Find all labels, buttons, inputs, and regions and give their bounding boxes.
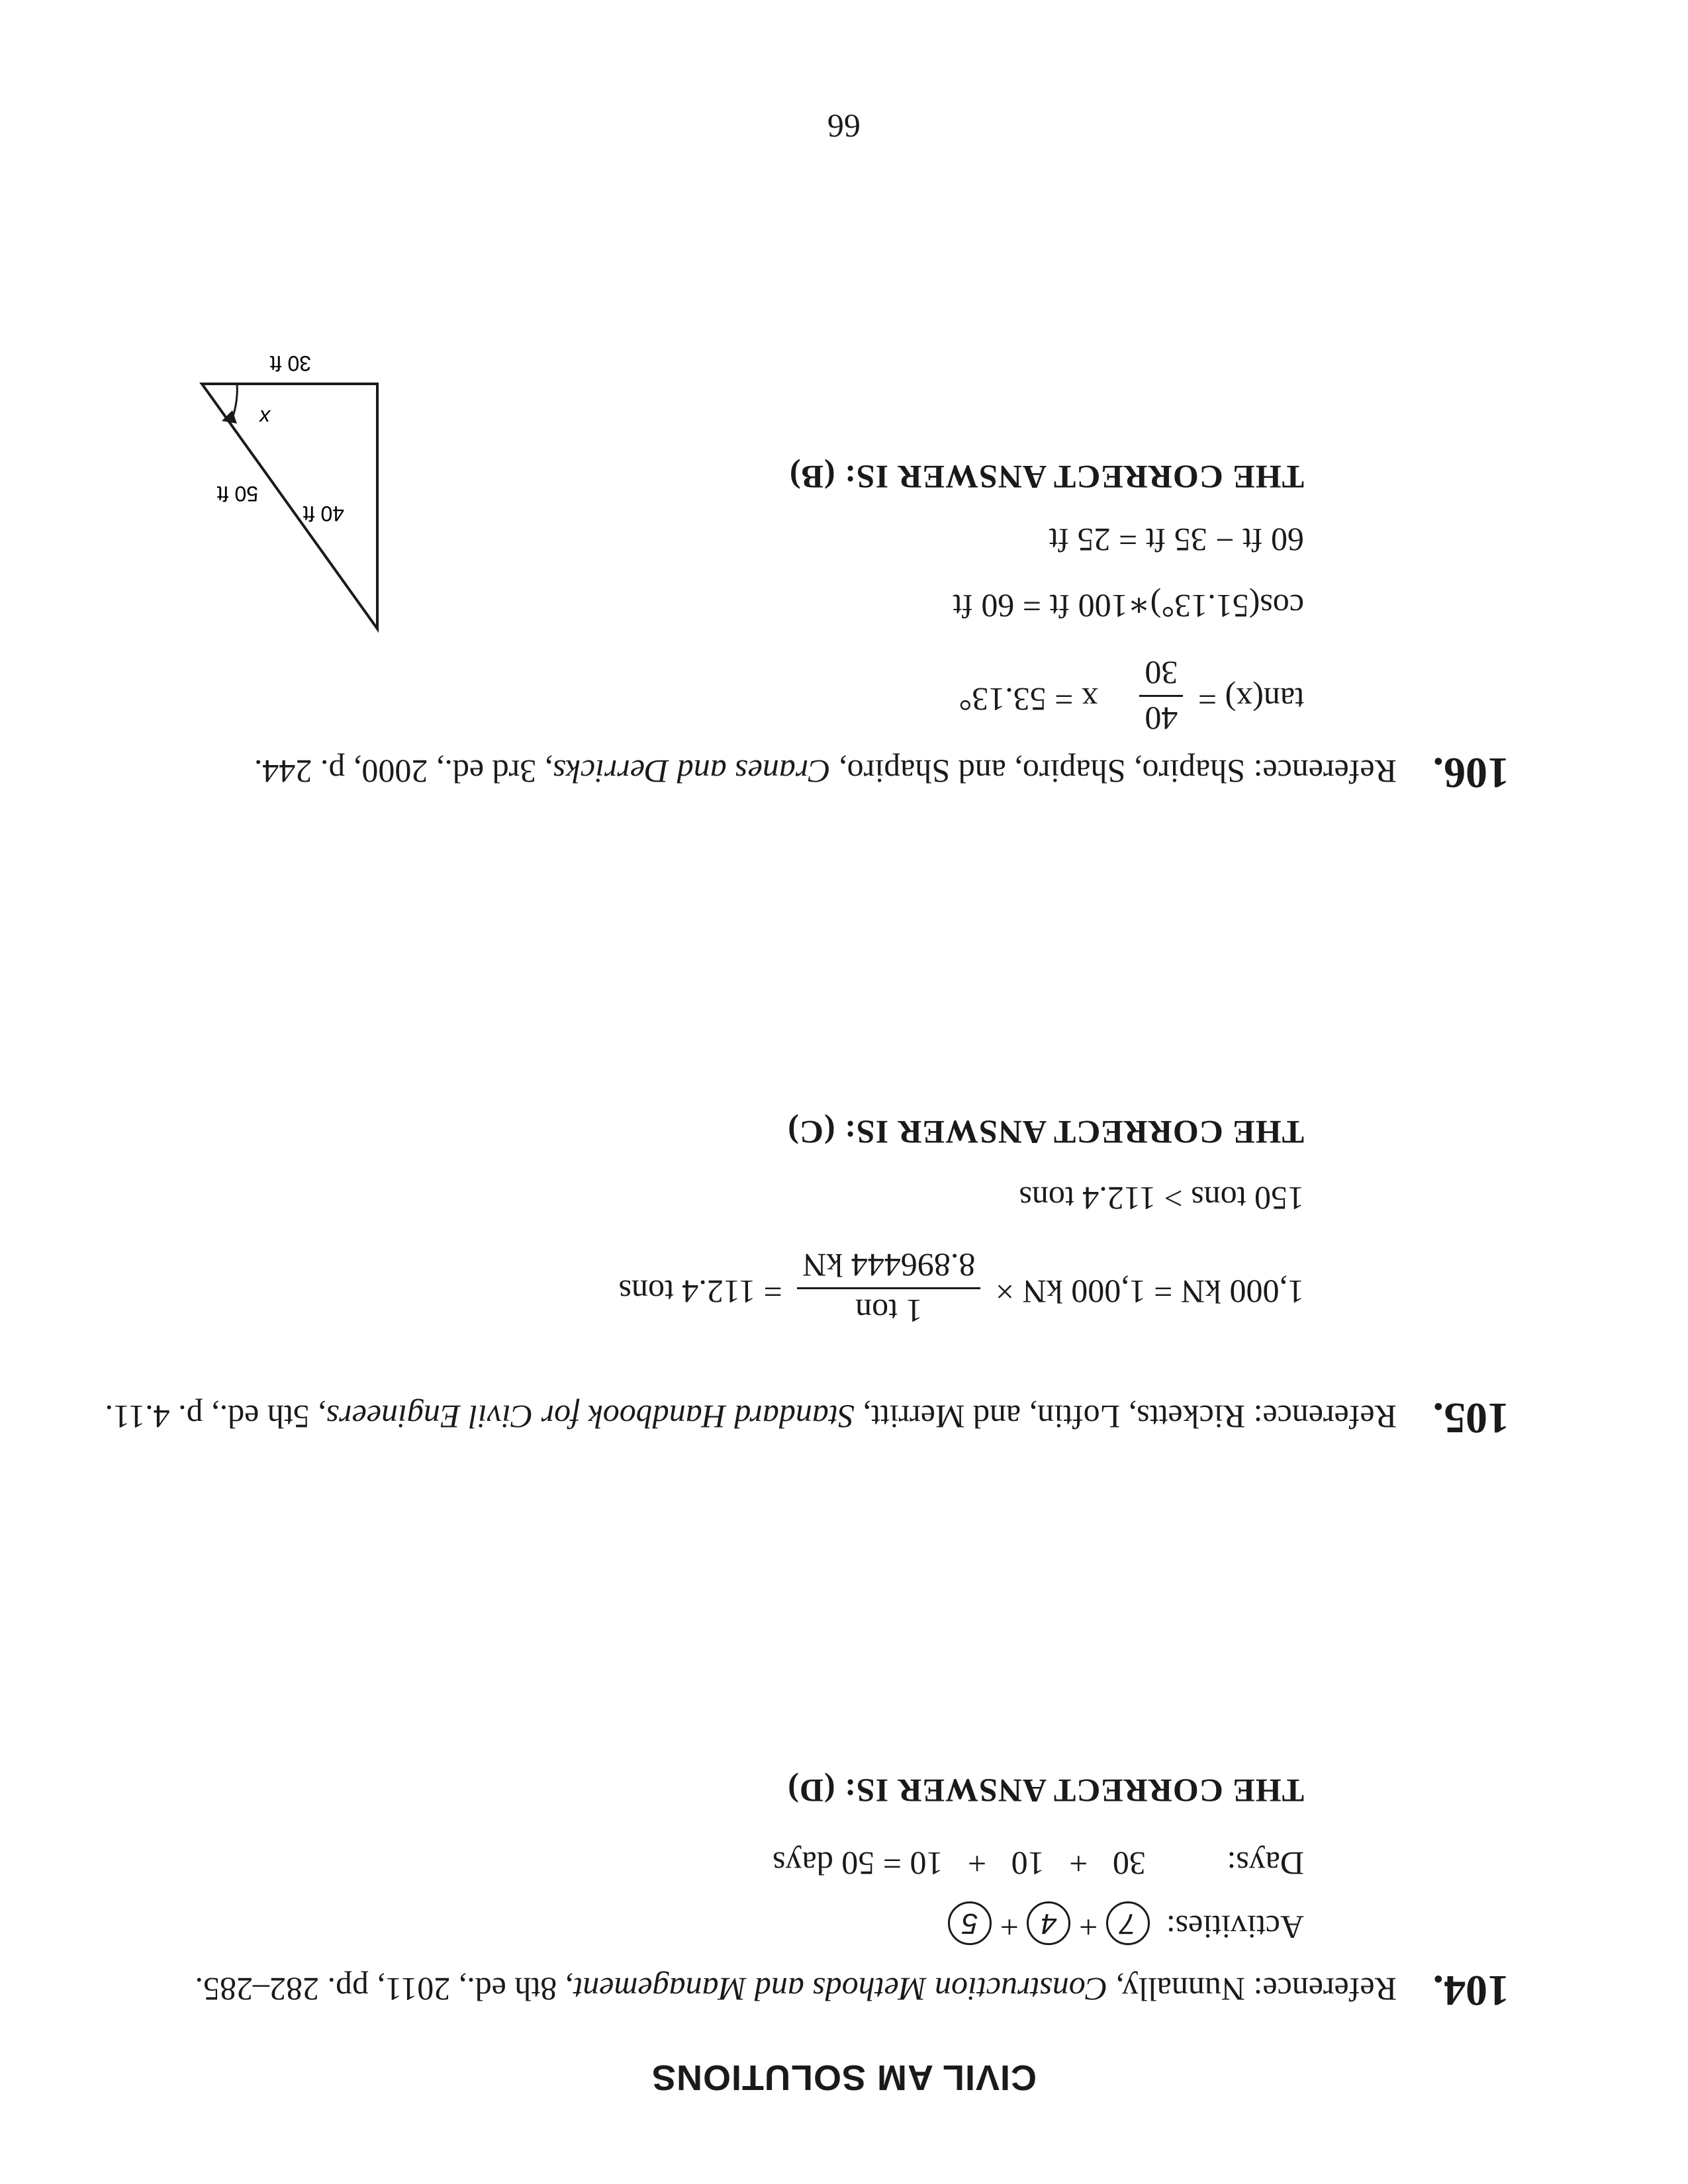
conversion-line: 1,000 kN = 1,000 kN × 1 ton 8.896444 kN = 112.4 tons: [618, 1247, 1304, 1330]
problem-number: 104.: [1432, 1966, 1509, 2015]
tangent-line: tan(x) = 40 30 x = 53.13°: [959, 655, 1304, 737]
problem-number: 106.: [1432, 749, 1509, 797]
side-horizontal-label: 30 ft: [269, 351, 311, 375]
reference: Reference: Ricketts, Loftin, and Merritt, Standard Handbook for Civil Engineers, 5th ed., p. 4.11.: [105, 1398, 1397, 1435]
problem-105: [105, 1072, 1509, 1443]
correct-answer: THE CORRECT ANSWER IS: (C): [787, 1114, 1304, 1151]
fraction: 1 ton 8.896444 kN: [797, 1246, 980, 1330]
problem-number: 105.: [1432, 1394, 1509, 1442]
side-vertical-label: 40 ft: [303, 502, 344, 525]
activity-node: 5: [948, 1901, 992, 1945]
reference-title: Standard Handbook for Civil Engineers: [326, 1398, 855, 1435]
cosine-line: cos(51.13°)∗100 ft = 60 ft: [953, 588, 1304, 625]
activities-line: Activities: 7 + 4 + 5: [948, 1901, 1304, 1946]
fraction: 40 30: [1139, 654, 1183, 738]
hypotenuse-label: 50 ft: [216, 482, 258, 506]
activity-node: 7: [1106, 1901, 1150, 1945]
difference-line: 60 ft − 35 ft = 25 ft: [1049, 522, 1304, 559]
reference-title: Construction Methods and Management: [573, 1971, 1108, 2008]
reference-title: Cranes and Derricks: [553, 753, 831, 790]
page-header: CIVIL AM SOLUTIONS: [651, 2058, 1037, 2097]
correct-answer: THE CORRECT ANSWER IS: (D): [787, 1772, 1304, 1809]
reference: Reference: Shapiro, Shapiro, and Shapiro, Cranes and Derricks, 3rd ed., 2000, p. 244.: [254, 753, 1397, 790]
activity-node: 4: [1027, 1901, 1070, 1945]
correct-answer: THE CORRECT ANSWER IS: (B): [788, 459, 1304, 496]
reference: Reference: Nunnally, Construction Methods and Management, 8th ed., 2011, pp. 282–285.: [195, 1971, 1397, 2008]
triangle-diagram: [192, 344, 417, 642]
angle-label: x: [259, 406, 270, 430]
comparison-line: 150 tons > 112.4 tons: [1019, 1180, 1304, 1217]
days-line: Days: 30 + 10 + 10 = 50 days: [773, 1845, 1304, 1882]
page-number: 66: [827, 108, 861, 145]
problem-104: [119, 1698, 1509, 2015]
